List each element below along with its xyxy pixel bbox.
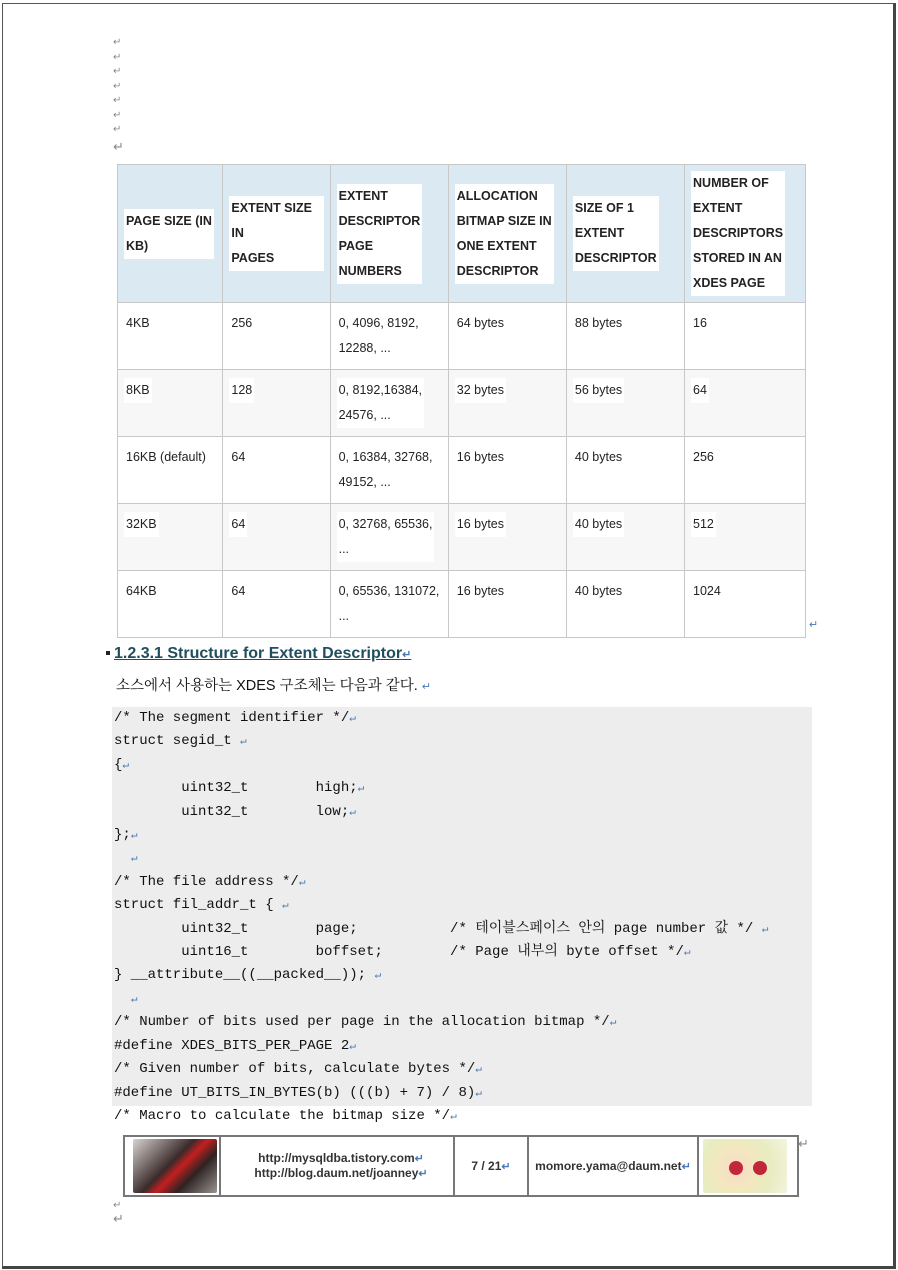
table-row	[118, 437, 806, 504]
table-cell: 16	[685, 303, 806, 370]
code-line: /* Macro to calculate the bitmap size */↵	[114, 1107, 457, 1124]
code-line: struct segid_t ↵	[114, 733, 247, 750]
table-cell: 8KB	[118, 370, 223, 437]
table-cell: 4KB	[118, 303, 223, 370]
table-cell: 56 bytes	[566, 370, 684, 437]
code-line: struct fil_addr_t { ↵	[114, 897, 289, 914]
table-row	[118, 303, 806, 370]
table-row	[118, 571, 806, 638]
table-row	[118, 370, 806, 437]
page-footer	[123, 1135, 799, 1197]
code-line: #define UT_BITS_IN_BYTES(b) (((b) + 7) / 8)↵	[114, 1084, 482, 1101]
footer-page-number: 7 / 21 ↵	[455, 1137, 529, 1195]
table-cell: 256	[223, 303, 330, 370]
column-header: ALLOCATION BITMAP SIZE IN ONE EXTENT DESCRIPTOR	[448, 165, 566, 303]
table-body	[118, 303, 806, 638]
code-line: uint32_t low;↵	[114, 803, 356, 820]
trailing-paragraph-marks: ↵ ↵	[113, 1200, 124, 1226]
code-line: uint16_t boffset; /* Page 내부의 byte offset */↵	[114, 944, 691, 961]
table-cell: 16 bytes	[448, 571, 566, 638]
table-cell: 64	[223, 504, 330, 571]
table-cell: 64	[223, 571, 330, 638]
table-row	[118, 504, 806, 571]
footer-right-image-cell	[699, 1137, 791, 1195]
table-header-row	[118, 165, 806, 303]
code-line: {↵	[114, 756, 130, 773]
table-cell: 256	[685, 437, 806, 504]
code-text	[112, 707, 812, 1128]
table-cell: 0, 4096, 8192, 12288, ...	[330, 303, 448, 370]
page-size-table	[117, 164, 806, 638]
table-cell: 0, 8192,16384, 24576, ...	[330, 370, 448, 437]
table-cell: 64KB	[118, 571, 223, 638]
column-header: NUMBER OF EXTENT DESCRIPTORS STORED IN AN XDES PAGE	[685, 165, 806, 303]
author-avatar-image	[133, 1139, 217, 1193]
table-cell: 16 bytes	[448, 504, 566, 571]
code-line: ↵	[130, 853, 138, 866]
table-cell: 40 bytes	[566, 437, 684, 504]
code-line: /* Given number of bits, calculate bytes */↵	[114, 1061, 482, 1078]
code-line: /* The segment identifier */↵	[114, 710, 356, 726]
code-line: uint32_t page; /* 테이블스페이스 안의 page number 값 */ ↵	[114, 920, 769, 937]
table-cell: 40 bytes	[566, 504, 684, 571]
table-cell: 88 bytes	[566, 303, 684, 370]
table-cell: 16KB (default)	[118, 437, 223, 504]
table-cell: 0, 16384, 32768, 49152, ...	[330, 437, 448, 504]
code-line: };↵	[114, 827, 138, 844]
table-cell: 32 bytes	[448, 370, 566, 437]
code-line: /* The file address */↵	[114, 873, 306, 890]
footer-left-image-cell	[125, 1137, 221, 1195]
column-header: PAGE SIZE (IN KB)	[118, 165, 223, 303]
code-line: /* Number of bits used per page in the allocation bitmap */↵	[114, 1014, 617, 1031]
code-line: uint32_t high;↵	[114, 780, 365, 797]
table-cell: 32KB	[118, 504, 223, 571]
paragraph-mark: ↵	[809, 619, 819, 631]
code-line: ↵	[130, 993, 138, 1006]
table-cell: 64	[223, 437, 330, 504]
section-heading[interactable]: 1.2.3.1 Structure for Extent Descriptor↵	[114, 645, 412, 662]
heading-bullet	[106, 651, 110, 655]
paragraph-mark: ↵	[798, 1136, 809, 1151]
table-cell: 40 bytes	[566, 571, 684, 638]
section-intro: 소스에서 사용하는 XDES 구조체는 다음과 같다. ↵	[116, 678, 432, 694]
table-cell: 0, 65536, 131072, ...	[330, 571, 448, 638]
table-cell: 64	[685, 370, 806, 437]
mascot-image	[703, 1139, 787, 1193]
footer-urls: http://mysqldba.tistory.com↵ http://blog.daum.net/joanney↵	[221, 1137, 455, 1195]
column-header: SIZE OF 1 EXTENT DESCRIPTOR	[566, 165, 684, 303]
table-cell: 128	[223, 370, 330, 437]
code-line: } __attribute__((__packed__)); ↵	[114, 967, 382, 984]
column-header: EXTENT DESCRIPTOR PAGE NUMBERS	[330, 165, 448, 303]
table-cell: 1024	[685, 571, 806, 638]
table-cell: 512	[685, 504, 806, 571]
table-cell: 16 bytes	[448, 437, 566, 504]
table-cell: 0, 32768, 65536, ...	[330, 504, 448, 571]
footer-url-tistory[interactable]: http://mysqldba.tistory.com	[258, 1151, 415, 1165]
footer-email: momore.yama@daum.net ↵	[529, 1137, 699, 1195]
code-block	[112, 707, 812, 1124]
code-line: #define XDES_BITS_PER_PAGE 2↵	[114, 1037, 356, 1054]
table-cell: 64 bytes	[448, 303, 566, 370]
empty-paragraph-marks: ↵ ↵ ↵ ↵ ↵ ↵ ↵ ↵	[113, 37, 124, 154]
footer-url-daum[interactable]: http://blog.daum.net/joanney	[254, 1166, 419, 1180]
column-header: EXTENT SIZE IN PAGES	[223, 165, 330, 303]
